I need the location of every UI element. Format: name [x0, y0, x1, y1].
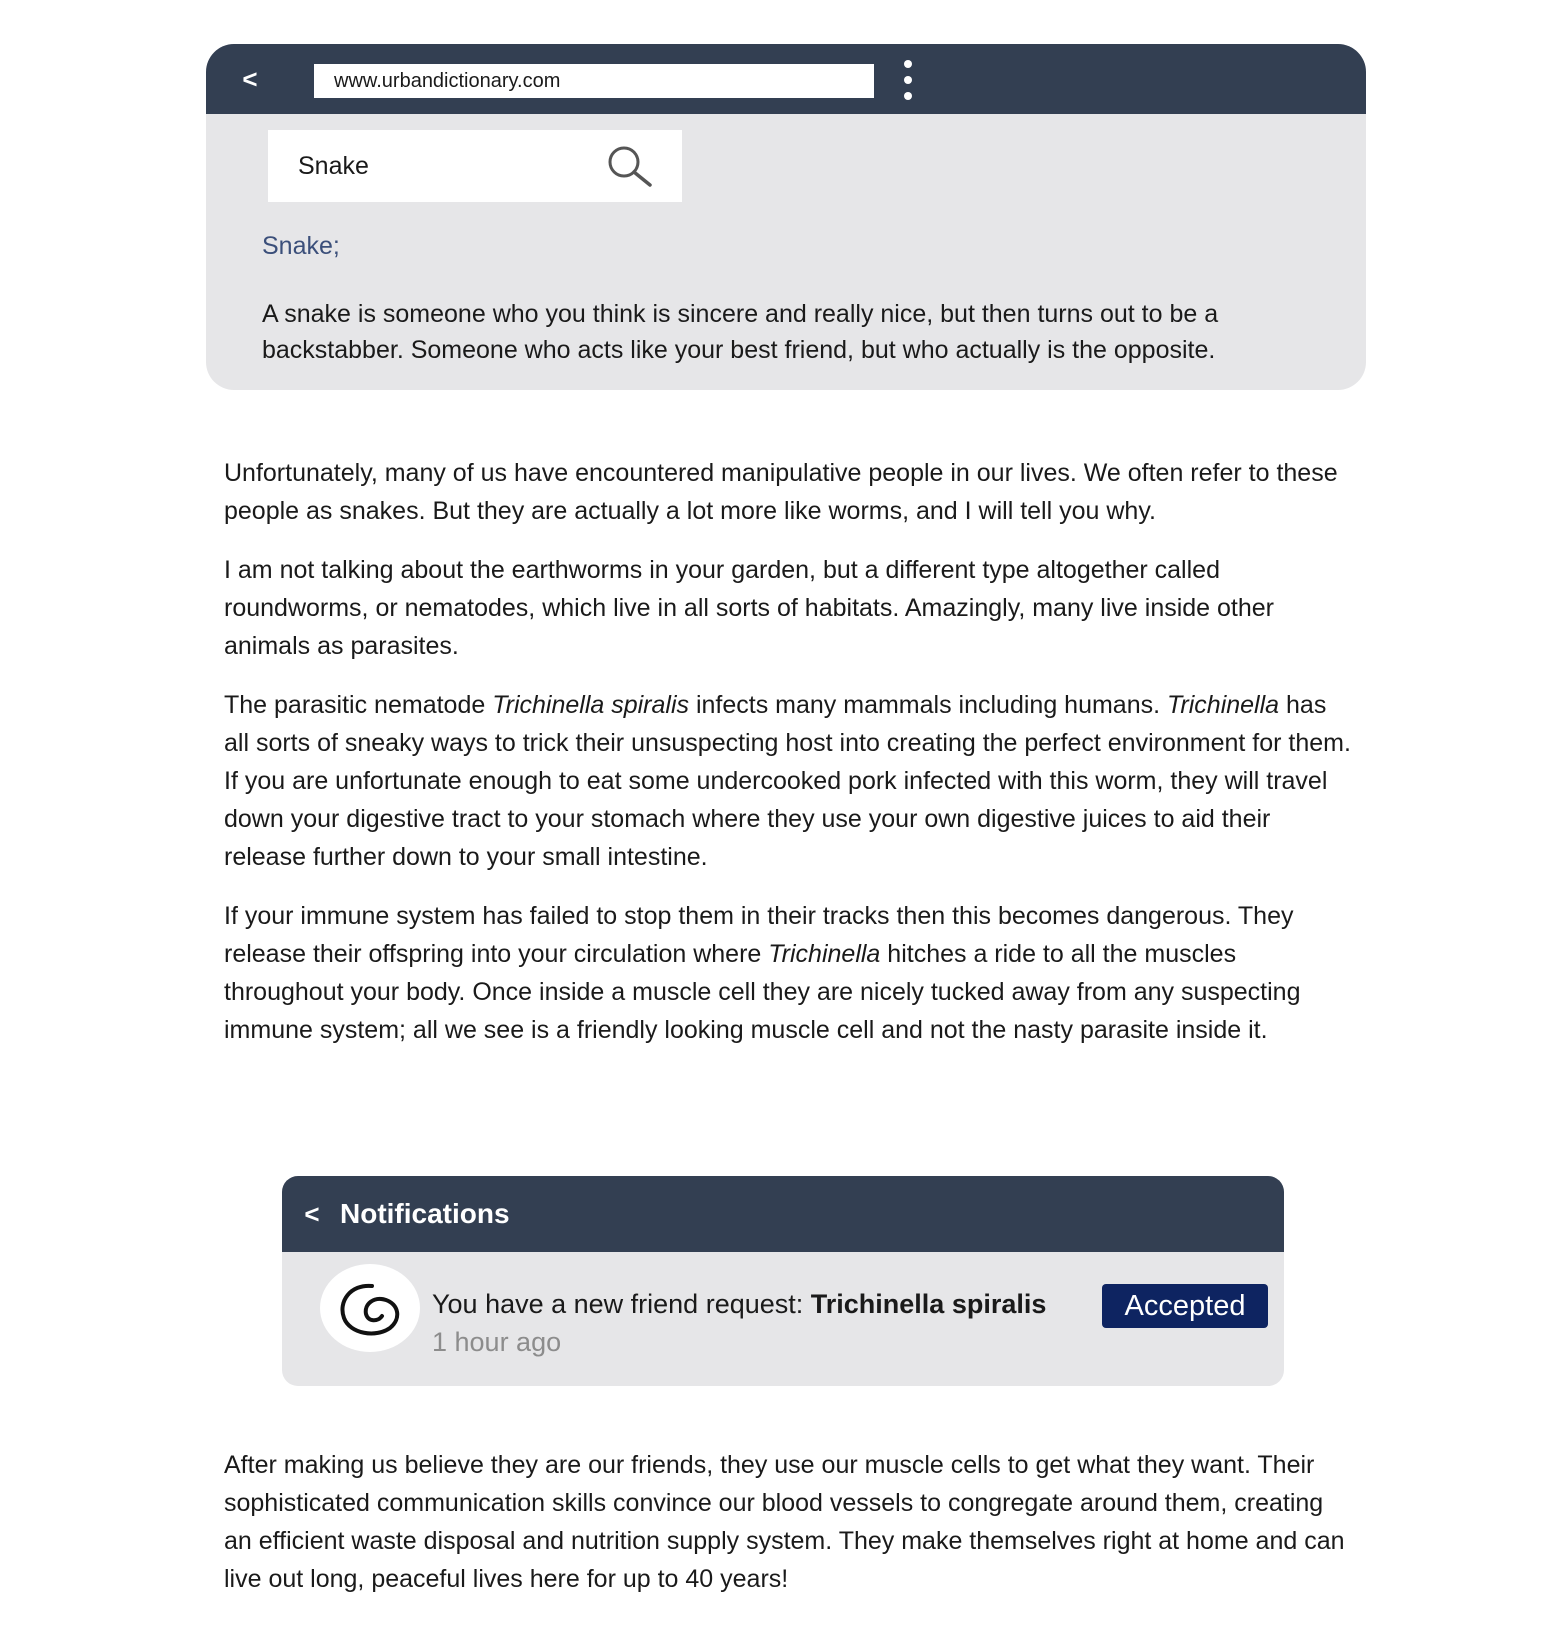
- accepted-button[interactable]: Accepted: [1102, 1284, 1268, 1328]
- address-bar[interactable]: [314, 64, 874, 98]
- notification-back-button[interactable]: <: [304, 1199, 320, 1229]
- message-prefix: You have a new friend request:: [432, 1289, 811, 1319]
- browser-mockup: [206, 44, 1366, 390]
- browser-toolbar: [206, 44, 1366, 114]
- notification-panel: [282, 1176, 1284, 1386]
- p3-part-a: The parasitic nematode: [224, 691, 493, 719]
- message-sender-name: Trichinella spiralis: [810, 1289, 1047, 1319]
- browser-back-button[interactable]: <: [242, 64, 258, 94]
- search-icon[interactable]: [604, 144, 658, 188]
- definition-text: A snake is someone who you think is sincere and really nice, but then turns out to be a backstabber. Someone who acts like your best friend, but who actually is the opposite.: [262, 300, 1219, 364]
- article-body: [224, 454, 1354, 1070]
- p3-part-c: has all sorts of sneaky ways to trick their unsuspecting host into creating the perfect environment for them. If you are unfortunate enough to eat some undercooked pork infected with this worm, they will travel down your digestive tract to your stomach where they use your own digestive juices to aid their release further down to your small intestine.: [224, 691, 1351, 871]
- p3-genus-name: Trichinella: [1167, 691, 1280, 719]
- p4-part-a: If your immune system has failed to stop them in their tracks then this becomes dangerous. They release their offspring into your circulation where: [224, 902, 1294, 968]
- notification-header: [282, 1176, 1284, 1252]
- p4-part-b: hitches a ride to all the muscles throughout your body. Once inside a muscle cell they are nicely tucked away from any suspecting immune system; all we see is a friendly looking muscle cell and not the nasty parasite inside it.: [224, 940, 1301, 1044]
- p3-species-name: Trichinella spiralis: [492, 691, 690, 719]
- p4-genus-name: Trichinella: [768, 940, 881, 968]
- paragraph-1: Unfortunately, many of us have encountered manipulative people in our lives. We often refer to these people as snakes. But they are actually a lot more like worms, and I will tell you why.: [224, 459, 1338, 525]
- notification-message: [432, 1286, 1046, 1322]
- notification-timestamp: 1 hour ago: [432, 1327, 562, 1357]
- paragraph-4: [224, 897, 1354, 1049]
- paragraph-2: I am not talking about the earthworms in your garden, but a different type altogether called roundworms, or nematodes, which live in all sorts of habitats. Amazingly, many live inside other animals as parasites.: [224, 556, 1275, 660]
- p3-part-b: infects many mammals including humans.: [689, 691, 1167, 719]
- kebab-menu-icon[interactable]: [896, 58, 920, 102]
- paragraph-3: [224, 686, 1354, 876]
- spiral-worm-icon: [320, 1264, 420, 1352]
- search-input[interactable]: [268, 130, 588, 202]
- article-body-continued: [224, 1446, 1354, 1619]
- search-box: [268, 130, 682, 202]
- definition-term: Snake;: [262, 232, 340, 260]
- paragraph-5: After making us believe they are our friends, they use our muscle cells to get what they want. Their sophisticated communication skills convince our blood vessels to congregate around them, creating an efficient waste disposal and nutrition supply system. They make themselves right at home and can live out long, peaceful lives here for up to 40 years!: [224, 1451, 1345, 1593]
- notification-title: Notifications: [340, 1198, 510, 1229]
